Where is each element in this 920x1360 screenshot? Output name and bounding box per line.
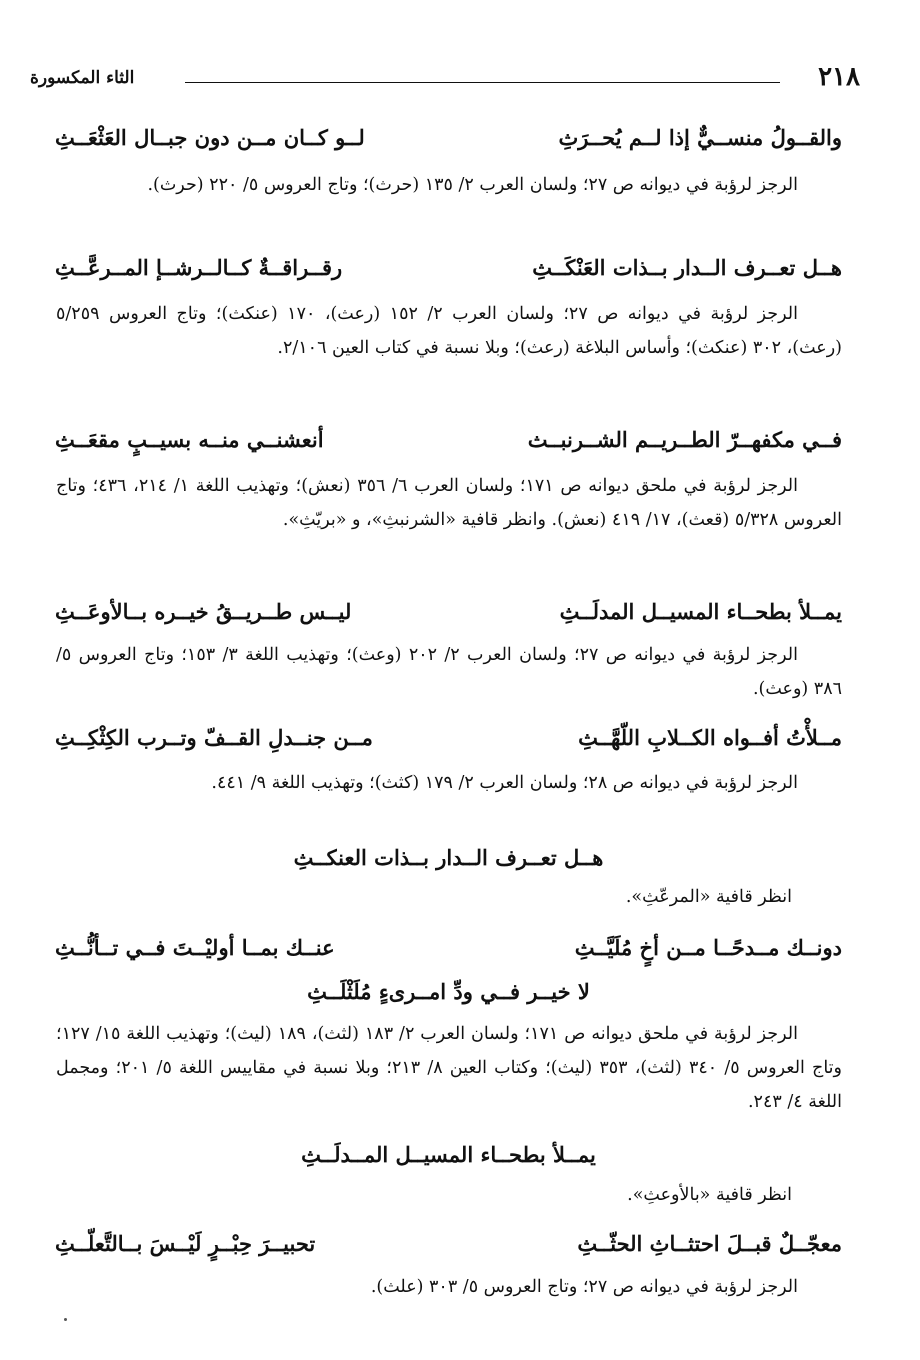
first-hemistich: معجّــلٌ قبــلَ احتثــاثِ الحثّــثِ bbox=[577, 1231, 842, 1256]
print-speck bbox=[64, 1318, 67, 1321]
second-hemistich: أنعشنــي منــه بسيــبٍ مقعَــثِ bbox=[55, 427, 324, 452]
header-rule bbox=[185, 82, 780, 83]
first-hemistich: والقــولُ منســيٌّ إذا لــم يُحــرَثِ bbox=[558, 125, 842, 150]
citation-note: الرجز لرؤبة في ملحق ديوانه ص ١٧١؛ ولسان العرب ٢/ ١٨٣ (لثث)، ١٨٩ (ليث)؛ وتهذيب اللغة ١٥/ ١٢٧؛ وتاج العروس ٥/ ٣٤٠ (لثث)، ٣٥٣ (ليث)؛ وكتاب العين ٨/ ٢١٣؛ وبلا نسبة في مقاييس اللغة ٥/ ٢٠١؛ ومجمل اللغة ٤/ ٢٤٣. bbox=[56, 1024, 842, 1112]
first-hemistich: فــي مكفهــرّ الطــريــم الشــرنبــث bbox=[527, 427, 842, 452]
first-hemistich: دونــك مــدحًــا مــن أخٍ مُلَيَّــثِ bbox=[574, 935, 842, 960]
page-number: ٢١٨ bbox=[818, 62, 860, 92]
citation-note: الرجز لرؤبة في ديوانه ص ٢٧؛ ولسان العرب ٢/ ١٣٥ (حرث)؛ وتاج العروس ٥/ ٢٢٠ (حرث). bbox=[147, 175, 798, 195]
first-hemistich: يمــلأ بطحــاء المسيــل المدلَــثِ bbox=[559, 599, 842, 624]
verse-line-centered: يمــلأ بطحــاء المسيــل المــدلَــثِ bbox=[301, 1142, 596, 1167]
citation-note: الرجز لرؤبة في ديوانه ص ٢٧؛ ولسان العرب ٢/ ١٥٢ (رعث)، ١٧٠ (عنكث)؛ وتاج العروس ٥/٢٥٩ (رعث)، ٣٠٢ (عنكث)؛ وأساس البلاغة (رعث)؛ وبلا نسبة في كتاب العين ٢/١٠٦. bbox=[56, 304, 842, 358]
second-hemistich: عنــك بمــا أوليْــتَ فــي تــأنُّــثِ bbox=[55, 935, 335, 960]
verse-line-centered: لا خيــر فــي ودِّ امــرىءٍ مُلَثْلَــثِ bbox=[307, 979, 590, 1004]
cross-reference: انظر قافية «المرعّثِ». bbox=[625, 887, 792, 907]
second-hemistich: تحبيــرَ حِبْــرٍ لَيْــسَ بــالتَّعلّــثِ bbox=[55, 1231, 316, 1256]
first-hemistich: هــل تعــرف الــدار بــذات العَنْكَــثِ bbox=[532, 255, 842, 280]
page-header bbox=[30, 62, 860, 102]
citation-note: الرجز لرؤبة في ملحق ديوانه ص ١٧١؛ ولسان العرب ٦/ ٣٥٦ (نعش)؛ وتهذيب اللغة ١/ ٢١٤، ٤٣٦؛ وتاج العروس ٥/٣٢٨ (قعث)، ١٧/ ٤١٩ (نعش). وانظر قافية «الشرنبثِ»، و «بريّثِ». bbox=[56, 476, 842, 530]
second-hemistich: مــن جنــدلِ القــفّ وتــرب الكِثْكِــثِ bbox=[55, 725, 373, 750]
second-hemistich: ليــس طــريــقُ خيــره بــالأوعَــثِ bbox=[55, 599, 352, 624]
second-hemistich: لــو كــان مــن دون جبــال العَثْعَــثِ bbox=[55, 125, 365, 150]
verse-line-centered: هــل تعــرف الــدار بــذات العنكــثِ bbox=[293, 845, 604, 870]
section-title: الثاء المكسورة bbox=[30, 68, 135, 88]
first-hemistich: مــلأْتُ أفــواه الكــلابِ اللّهَّــثِ bbox=[578, 725, 842, 750]
citation-note: الرجز لرؤبة في ديوانه ص ٢٧؛ وتاج العروس ٥/ ٣٠٣ (علث). bbox=[370, 1277, 798, 1297]
cross-reference: انظر قافية «بالأوعثِ». bbox=[627, 1185, 792, 1205]
citation-note: الرجز لرؤبة في ديوانه ص ٢٧؛ ولسان العرب ٢/ ٢٠٢ (وعث)؛ وتهذيب اللغة ٣/ ١٥٣؛ وتاج العروس ٥/ ٣٨٦ (وعث). bbox=[56, 645, 842, 699]
citation-note: الرجز لرؤبة في ديوانه ص ٢٨؛ ولسان العرب ٢/ ١٧٩ (كثث)؛ وتهذيب اللغة ٩/ ٤٤١. bbox=[211, 773, 798, 793]
second-hemistich: رقــراقــةٌ كــالــرشــإ المــرعَّــثِ bbox=[55, 255, 343, 280]
